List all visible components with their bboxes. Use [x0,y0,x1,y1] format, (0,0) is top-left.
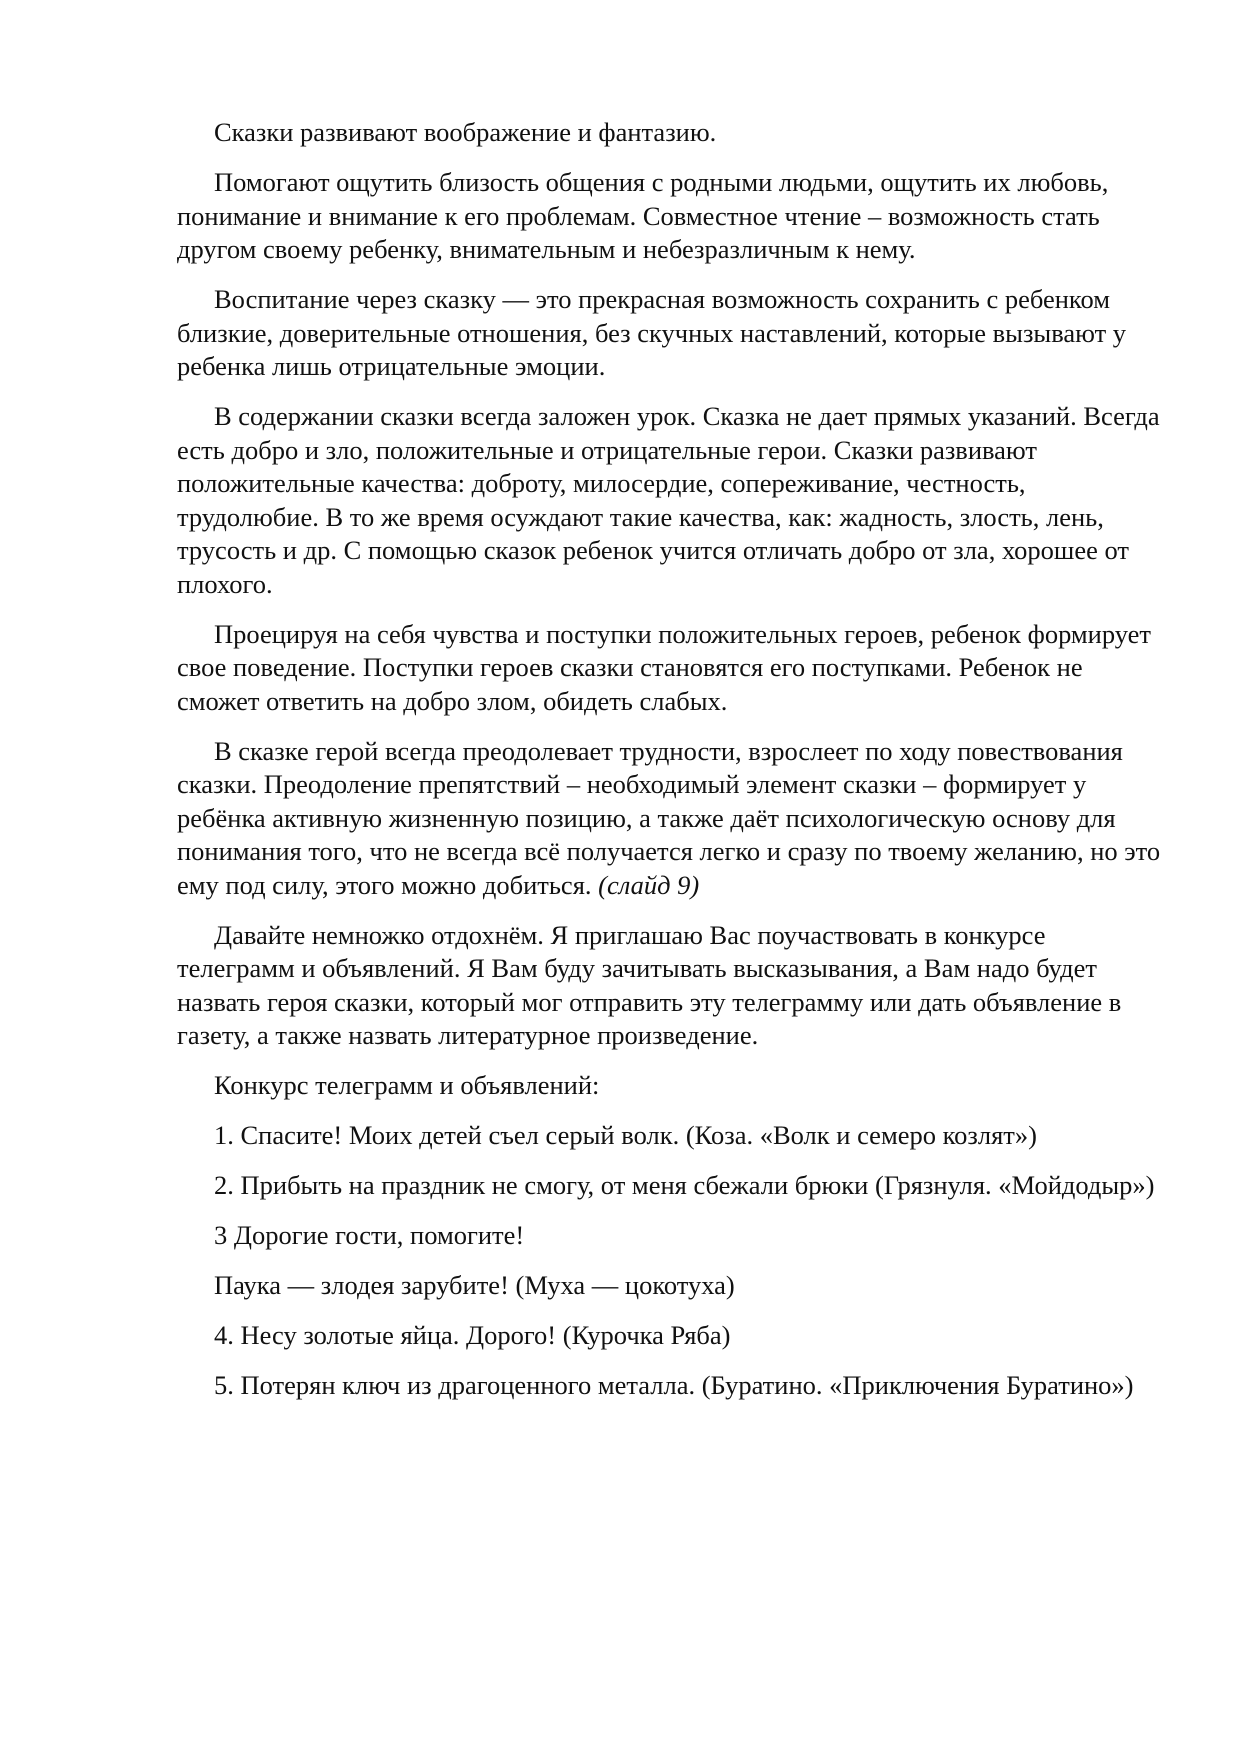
paragraph-5: Проецируя на себя чувства и поступки положительных героев, ребенок формирует свое поведение. Поступки героев сказки становятся его поступками. Ребенок не сможет ответить на добро злом, обидеть слабых. [177,618,1152,716]
paragraph-2: Помогают ощутить близость общения с родными людьми, ощутить их любовь, понимание и внимание к его проблемам. Совместное чтение – возможность стать другом своему ребенку, внимательным и небезразличным к нему. [177,167,1109,264]
paragraph-7: Давайте немножко отдохнём. Я приглашаю Вас поучаствовать в конкурсе телеграмм и объявлений. Я Вам буду зачитывать высказывания, а Вам надо будет назвать героя сказки, который мог отправить эту телеграмму или дать объявление в газету, а также назвать литературное произведение. [177,919,1122,1050]
paragraph-6-text: В сказке герой всегда преодолевает трудности, взрослеет по ходу повествования сказки. Преодоление препятствий – необходимый элемент сказки – формирует у ребёнка активную жизненную позицию, а также даёт психологическую основу для понимания того, что не всегда всё получается легко и сразу по твоему желанию, но это ему под силу, этого можно добиться. [177,735,1161,900]
paragraph-4: В содержании сказки всегда заложен урок. Сказка не дает прямых указаний. Всегда есть добро и зло, положительные и отрицательные герои. Сказки развивают положительные качества: доброту, милосердие, сопереживание, честность, трудолюбие. В то же время осуждают такие качества, как: жадность, злость, лень, трусость и др. С помощью сказок ребенок учится отличать добро от зла, хорошее от плохого. [177,401,1160,599]
document-body [177,116,1167,1419]
slide-reference: (слайд 9) [591,869,700,900]
contest-title: Конкурс телеграмм и объявлений: [214,1070,600,1100]
paragraph-3: Воспитание через сказку — это прекрасная возможность сохранить с ребенком близкие, доверительные отношения, без скучных наставлений, которые вызывают у ребенка лишь отрицательные эмоции. [177,284,1127,381]
contest-item-3: 3 Дорогие гости, помогите! [214,1220,525,1250]
contest-item-4: 4. Несу золотые яйца. Дорого! (Курочка Ряба) [214,1320,731,1350]
paragraph-1: Сказки развивают воображение и фантазию. [214,117,717,147]
contest-item-2: 2. Прибыть на праздник не смогу, от меня сбежали брюки (Грязнуля. «Мойдодыр») [214,1170,1155,1200]
contest-item-1: 1. Спасите! Моих детей съел серый волк. (Коза. «Волк и семеро козлят») [214,1120,1037,1150]
paragraph-6 [177,735,1167,903]
contest-item-3-continued: Паука — злодея зарубите! (Муха — цокотуха) [214,1270,735,1300]
contest-item-5: 5. Потерян ключ из драгоценного металла. (Буратино. «Приключения Буратино») [214,1370,1134,1400]
